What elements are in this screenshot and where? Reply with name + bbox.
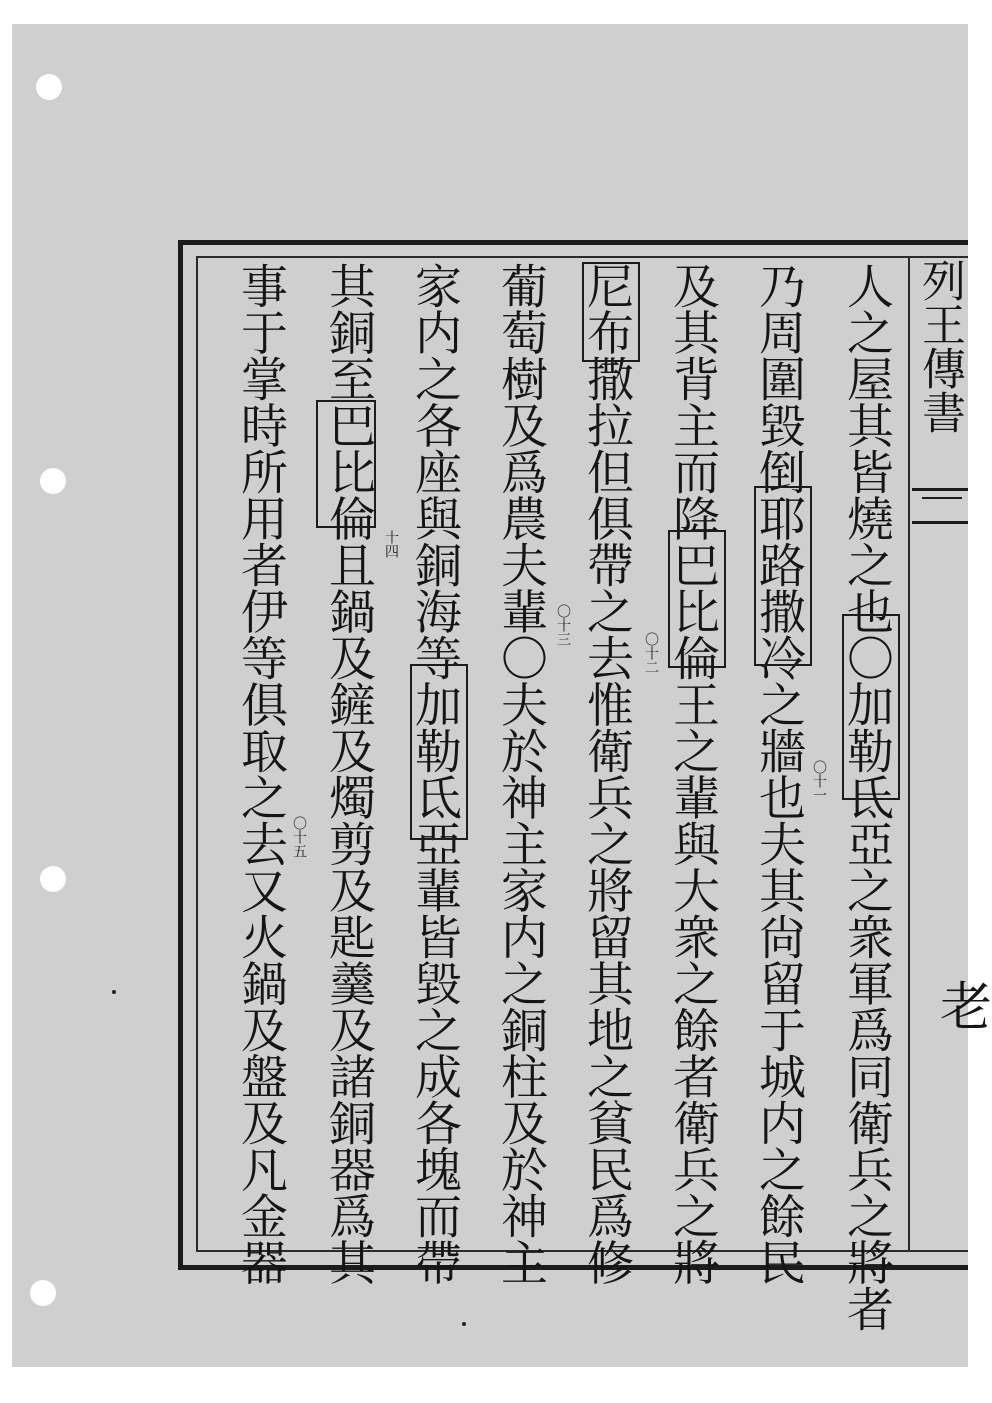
verse-note-13: 〇十三 (555, 604, 571, 646)
text-column-2: 乃周圍毀倒耶路撒冷之牆也夫其尙留于城内之餘民 (751, 262, 806, 1285)
text-column-6: 家内之各座與銅海等加勒氐亞輩皆毀之成各塊而帶 (407, 262, 462, 1285)
text-column-3: 及其背主而降巴比倫王之輩與大衆之餘者衛兵之將 (665, 262, 720, 1285)
name-box-jerusalem (754, 486, 812, 666)
binder-hole-1 (36, 74, 62, 100)
verse-note-15: 〇十五 (291, 816, 307, 858)
name-box-babylon-1 (668, 530, 726, 668)
book-title: 列王傳書 (914, 258, 965, 434)
binder-hole-3 (40, 866, 66, 892)
speck (462, 1322, 466, 1326)
text-column-7: 其銅至巴比倫且鍋及鏟及燭剪及匙羹及諸銅器爲其 (321, 262, 376, 1285)
name-box-babylon-2 (316, 400, 376, 528)
name-box-chaldea-1 (842, 614, 900, 800)
text-column-1: 人之屋其皆燒之也〇加勒氐亞之衆軍爲同衛兵之將者 (839, 262, 894, 1332)
text-column-4: 尼布撒拉但俱帶之去惟衛兵之將留其地之貧民爲修 (579, 262, 634, 1285)
verse-note-14: 十四 (383, 530, 399, 558)
fishtail-mark (912, 488, 968, 524)
speck (112, 990, 116, 994)
page-edge-char: 老 (940, 978, 992, 1038)
verse-note-12: 〇十二 (643, 632, 659, 674)
text-column-5: 葡萄樹及爲農夫輩〇夫於神主家内之銅柱及於神主 (493, 262, 548, 1285)
text-column-8: 事于掌時所用者伊等俱取之去又火鍋及盤及凡金器 (233, 262, 288, 1285)
verse-note-11: 〇十一 (811, 760, 827, 802)
binder-hole-4 (30, 1280, 56, 1306)
name-box-chaldea-2 (410, 664, 468, 840)
name-box-nebuzaradan (582, 262, 640, 362)
binder-hole-2 (40, 468, 66, 494)
margin-divider (908, 258, 910, 1252)
